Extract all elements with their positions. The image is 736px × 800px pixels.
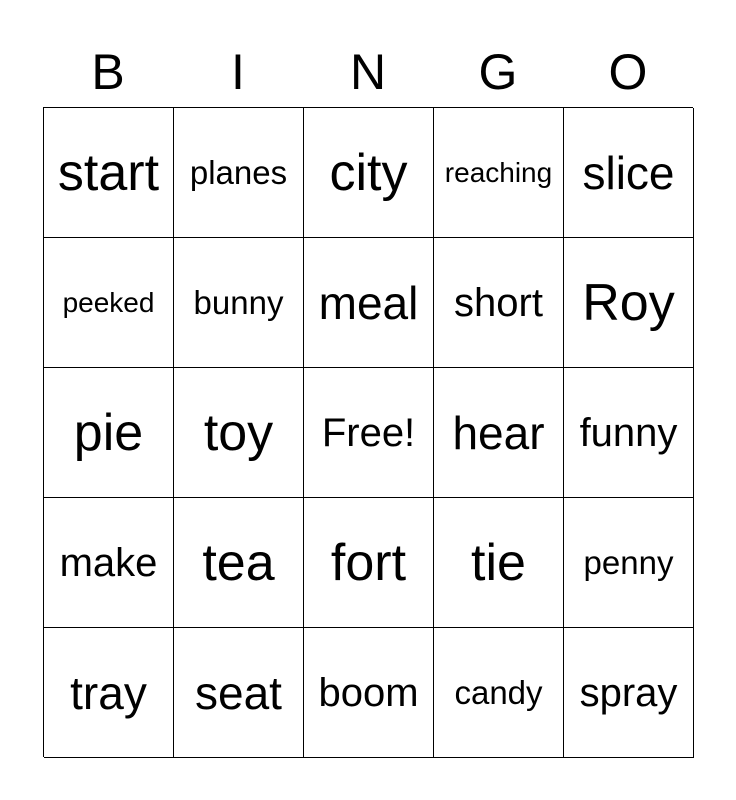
bingo-cell-free[interactable]: Free! (304, 368, 434, 498)
bingo-cell[interactable]: short (434, 238, 564, 368)
bingo-cell[interactable]: hear (434, 368, 564, 498)
bingo-cell[interactable]: bunny (174, 238, 304, 368)
bingo-cell[interactable]: toy (174, 368, 304, 498)
bingo-cell[interactable]: meal (304, 238, 434, 368)
bingo-cell[interactable]: pie (44, 368, 174, 498)
header-letter-g: G (478, 44, 518, 100)
bingo-cell[interactable]: city (304, 108, 434, 238)
bingo-cell[interactable]: tray (44, 628, 174, 758)
bingo-header (43, 40, 693, 104)
bingo-cell[interactable]: candy (434, 628, 564, 758)
bingo-cell[interactable]: reaching (434, 108, 564, 238)
bingo-cell[interactable]: make (44, 498, 174, 628)
bingo-cell[interactable]: tea (174, 498, 304, 628)
bingo-cell[interactable]: slice (564, 108, 694, 238)
bingo-cell[interactable]: boom (304, 628, 434, 758)
header-letter-b: B (91, 44, 125, 100)
bingo-cell[interactable]: planes (174, 108, 304, 238)
bingo-cell[interactable]: peeked (44, 238, 174, 368)
bingo-cell[interactable]: fort (304, 498, 434, 628)
bingo-cell[interactable]: penny (564, 498, 694, 628)
bingo-cell[interactable]: funny (564, 368, 694, 498)
header-letter-n: N (349, 44, 387, 100)
header-letter-i: I (231, 44, 245, 100)
bingo-cell[interactable]: seat (174, 628, 304, 758)
bingo-cell[interactable]: start (44, 108, 174, 238)
bingo-card-grid (43, 107, 693, 757)
bingo-cell[interactable]: Roy (564, 238, 694, 368)
bingo-cell[interactable]: spray (564, 628, 694, 758)
bingo-cell[interactable]: tie (434, 498, 564, 628)
header-letter-o: O (608, 44, 648, 100)
